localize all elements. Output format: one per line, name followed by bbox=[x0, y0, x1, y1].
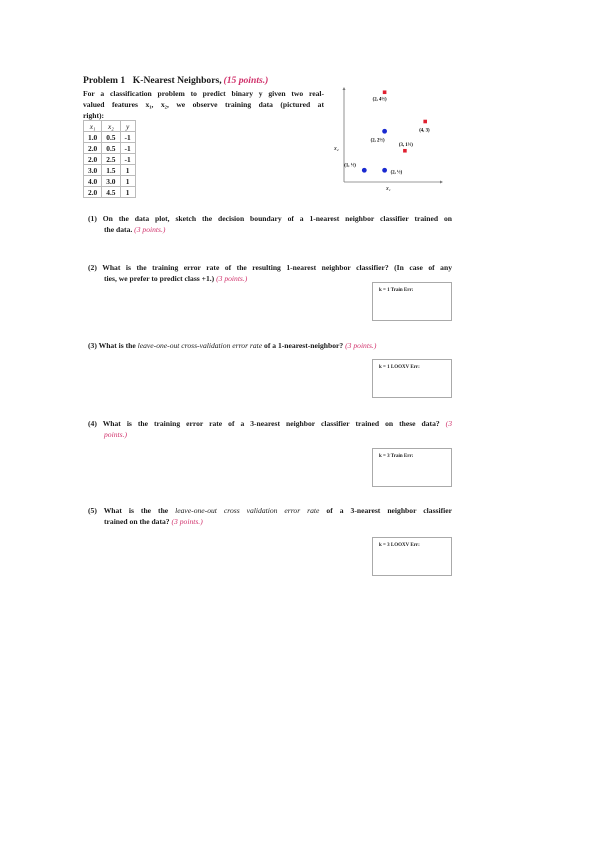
question-text: (5) What is the the bbox=[88, 506, 176, 515]
answer-box-2[interactable] bbox=[372, 282, 452, 321]
question-5-line bbox=[104, 517, 203, 526]
intro-line: For a classification problem to predict binary y given two real- bbox=[83, 89, 324, 98]
table-cell: -1 bbox=[120, 132, 135, 143]
points-label: (3 points.) bbox=[216, 274, 248, 283]
col-header: x₂ bbox=[102, 121, 120, 132]
question-text: trained on the data? bbox=[104, 517, 172, 526]
answer-box-label: k = 3 LOOXV Err: bbox=[379, 543, 420, 548]
table-cell: 2.0 bbox=[84, 154, 102, 165]
answer-box-label: k = 3 Train Err: bbox=[379, 454, 414, 459]
answer-box-label: k = 1 Train Err: bbox=[379, 288, 414, 293]
answer-box-label: k = 1 LOOXV Err: bbox=[379, 365, 420, 370]
question-text: (1) On the data plot, sketch the decision boundary of a 1-nearest neighbor classifier trained on bbox=[88, 214, 452, 223]
question-1-line bbox=[88, 214, 452, 223]
table-cell: 3.0 bbox=[102, 176, 120, 187]
y-axis-arrow-icon bbox=[343, 87, 346, 90]
question-text: ties, we prefer to predict class +1.) bbox=[104, 274, 217, 283]
table-cell: 2.5 bbox=[102, 154, 120, 165]
points-label: (3 points.) bbox=[171, 517, 203, 526]
table-cell: 4.5 bbox=[102, 187, 120, 198]
x-axis-arrow-icon bbox=[440, 181, 443, 184]
table-row bbox=[84, 154, 136, 165]
answer-box-4[interactable] bbox=[372, 448, 452, 487]
table-cell: 1 bbox=[120, 187, 135, 198]
table-cell: 2.0 bbox=[84, 187, 102, 198]
question-3-line bbox=[88, 341, 376, 350]
point-label: (2, ½) bbox=[390, 170, 403, 176]
positive-point bbox=[383, 90, 387, 94]
question-text: of a 3-nearest neighbor classifier bbox=[319, 506, 452, 515]
question-2-line bbox=[88, 263, 452, 272]
intro-line: valued features x₁, x₂, we observe training data (pictured at bbox=[83, 100, 324, 109]
table-cell: -1 bbox=[120, 154, 135, 165]
question-text: the data. bbox=[104, 225, 135, 234]
point-label: (4, 3) bbox=[419, 128, 430, 134]
problem-heading bbox=[83, 76, 268, 85]
table-cell: 1 bbox=[120, 176, 135, 187]
question-4-line bbox=[104, 430, 127, 439]
question-text: (2) What is the training error rate of the resulting 1-nearest neighbor classifier? (In case of any bbox=[88, 263, 452, 272]
table-row bbox=[84, 176, 136, 187]
point-label: (1, ½) bbox=[344, 163, 356, 169]
question-text: (4) What is the training error rate of a 3-nearest neighbor classifier trained on these data? bbox=[88, 419, 446, 428]
problem-name: K-Nearest Neighbors, bbox=[132, 75, 222, 86]
answer-box-3[interactable] bbox=[372, 359, 452, 398]
training-data-table bbox=[83, 120, 136, 198]
intro-line: right): bbox=[83, 111, 105, 120]
positive-point bbox=[423, 120, 427, 124]
point-label: (2, 4½) bbox=[372, 97, 387, 103]
table-row bbox=[84, 165, 136, 176]
table-cell: 2.0 bbox=[84, 143, 102, 154]
problem-points: (15 points.) bbox=[223, 75, 269, 86]
table-cell: 1.5 bbox=[102, 165, 120, 176]
table-cell: 4.0 bbox=[84, 176, 102, 187]
y-axis-label: x₂ bbox=[334, 146, 339, 152]
table-cell: -1 bbox=[120, 143, 135, 154]
points-label: (3 bbox=[445, 419, 452, 428]
negative-point bbox=[362, 168, 367, 173]
col-header: y bbox=[120, 121, 135, 132]
table-row bbox=[84, 143, 136, 154]
table-cell: 0.5 bbox=[102, 132, 120, 143]
question-4-line bbox=[88, 419, 452, 428]
positive-point bbox=[403, 149, 407, 153]
question-text: of a 1-nearest-neighbor? bbox=[262, 341, 346, 350]
question-text: leave-one-out cross validation error rate bbox=[175, 506, 320, 515]
points-label: points.) bbox=[104, 430, 127, 439]
point-label: (2, 2½) bbox=[370, 138, 385, 144]
table-row bbox=[84, 187, 136, 198]
question-5-line bbox=[88, 506, 452, 515]
answer-box-5[interactable] bbox=[372, 537, 452, 576]
table-row bbox=[84, 132, 136, 143]
points-label: (3 points.) bbox=[134, 225, 166, 234]
question-text: leave-one-out cross-validation error rate bbox=[137, 341, 263, 350]
points-label: (3 points.) bbox=[345, 341, 377, 350]
question-text: (3) What is the bbox=[88, 341, 138, 350]
point-label: (3, 1½) bbox=[398, 142, 413, 148]
col-header: x₁ bbox=[84, 121, 102, 132]
table-cell: 1 bbox=[120, 165, 135, 176]
table-cell: 3.0 bbox=[84, 165, 102, 176]
problem-number: Problem 1 bbox=[83, 75, 126, 86]
negative-point bbox=[382, 168, 387, 173]
table-cell: 1.0 bbox=[84, 132, 102, 143]
training-data-plot bbox=[330, 80, 450, 195]
table-cell: 0.5 bbox=[102, 143, 120, 154]
question-1-line bbox=[104, 225, 165, 234]
x-axis-label: x₁ bbox=[386, 186, 391, 192]
negative-point bbox=[382, 129, 387, 134]
question-2-line bbox=[104, 274, 247, 283]
